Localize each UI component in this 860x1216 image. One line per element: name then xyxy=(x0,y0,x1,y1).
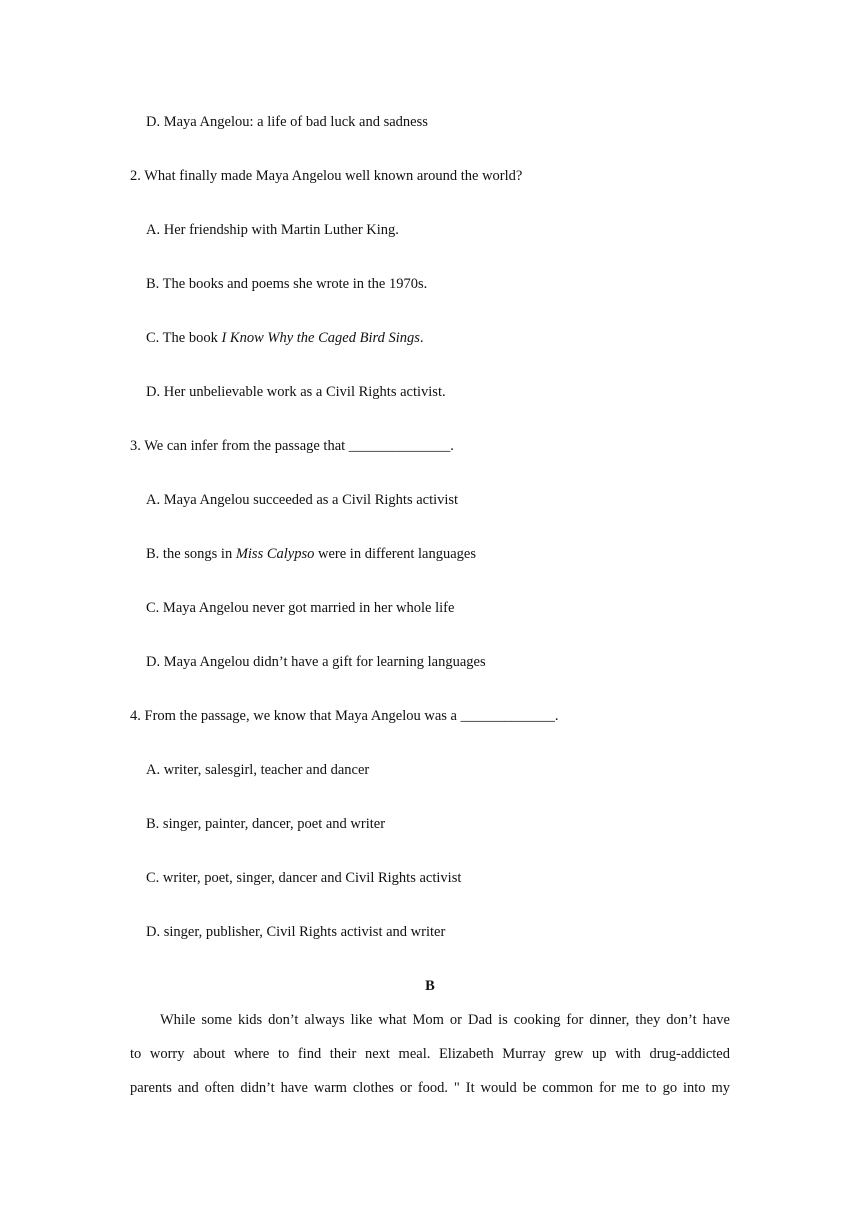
section-b-line: While some kids don’t always like what Mom or Dad is cooking for dinner, they don’t have xyxy=(160,1012,730,1028)
q3-option-a: A. Maya Angelou succeeded as a Civil Rights activist xyxy=(146,492,459,508)
q2-stem: 2. What finally made Maya Angelou well known around the world? xyxy=(130,168,523,184)
q2-option-c-suffix: . xyxy=(419,330,424,346)
q4-option-b: B. singer, painter, dancer, poet and writer xyxy=(146,816,386,832)
q2-option-a: A. Her friendship with Martin Luther King. xyxy=(146,222,399,238)
q2-option-c-prefix: C. The book xyxy=(146,330,222,346)
q2-option-d: D. Her unbelievable work as a Civil Rights activist. xyxy=(146,384,446,400)
q4-option-a: A. writer, salesgirl, teacher and dancer xyxy=(146,762,370,778)
q3-option-b-title: Miss Calypso xyxy=(235,546,315,562)
q4-option-c: C. writer, poet, singer, dancer and Civil Rights activist xyxy=(146,870,462,886)
q2-option-c-title: I Know Why the Caged Bird Sings xyxy=(221,330,420,346)
q4-option-d: D. singer, publisher, Civil Rights activist and writer xyxy=(146,924,446,940)
q3-option-c: C. Maya Angelou never got married in her whole life xyxy=(146,600,455,616)
q3-option-d: D. Maya Angelou didn’t have a gift for learning languages xyxy=(146,654,486,670)
q3-stem: 3. We can infer from the passage that ______________. xyxy=(130,438,454,454)
q2-option-c xyxy=(146,328,424,348)
q3-option-b-prefix: B. the songs in xyxy=(146,546,236,562)
q3-option-b-suffix: were in different languages xyxy=(314,546,476,562)
q2-option-b: B. The books and poems she wrote in the 1970s. xyxy=(146,276,428,292)
section-b-line: parents and often didn’t have warm clothes or food. " It would be common for me to go into my xyxy=(130,1080,730,1096)
q4-stem: 4. From the passage, we know that Maya Angelou was a _____________. xyxy=(130,708,559,724)
section-b-heading: B xyxy=(425,978,435,994)
q3-option-b xyxy=(146,544,476,564)
q1-option-d: D. Maya Angelou: a life of bad luck and sadness xyxy=(146,114,428,130)
section-b-line: to worry about where to find their next meal. Elizabeth Murray grew up with drug-addicted xyxy=(130,1046,730,1062)
